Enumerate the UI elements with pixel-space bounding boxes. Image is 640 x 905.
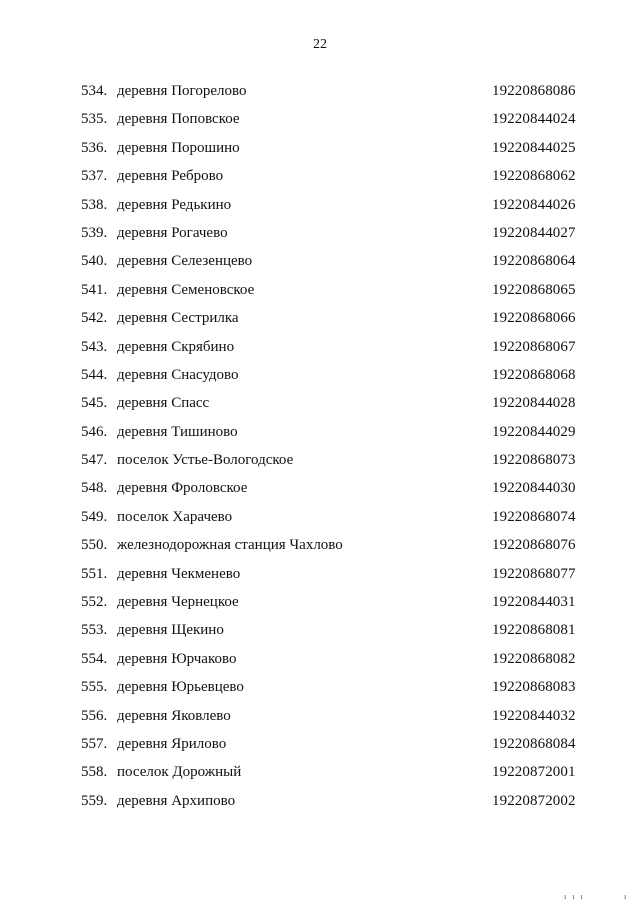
- item-number: 545.: [81, 395, 108, 412]
- settlement-name: деревня Спасс: [117, 395, 210, 412]
- scan-mark-right: ı: [624, 892, 627, 901]
- list-item: [0, 196, 640, 224]
- item-number: 549.: [81, 508, 108, 525]
- oktmo-code: 19220868066: [492, 310, 576, 327]
- settlement-name: поселок Дорожный: [117, 764, 242, 781]
- item-number: 559.: [81, 792, 108, 809]
- item-number: 538.: [81, 196, 108, 213]
- settlement-name: деревня Тишиново: [117, 423, 238, 440]
- oktmo-code: 19220844030: [492, 480, 576, 497]
- oktmo-code: 19220868084: [492, 735, 576, 752]
- item-number: 558.: [81, 764, 108, 781]
- settlement-name: деревня Порошино: [117, 139, 240, 156]
- item-number: 556.: [81, 707, 108, 724]
- list-item: [0, 394, 640, 422]
- list-item: [0, 650, 640, 678]
- settlement-name: деревня Погорелово: [117, 83, 247, 99]
- settlement-name: поселок Харачево: [117, 508, 233, 525]
- item-number: 534.: [81, 83, 108, 99]
- list-item: [0, 309, 640, 337]
- oktmo-code: 19220844027: [492, 224, 576, 241]
- oktmo-code: 19220868073: [492, 452, 576, 469]
- settlement-name: деревня Юрчаково: [117, 650, 237, 667]
- list-item: [0, 167, 640, 195]
- list-item: [0, 508, 640, 536]
- oktmo-code: 19220872002: [492, 792, 576, 809]
- oktmo-code: 19220868083: [492, 679, 576, 696]
- list-item: [0, 536, 640, 564]
- item-number: 554.: [81, 650, 108, 667]
- list-item: [0, 707, 640, 735]
- settlement-name: деревня Юрьевцево: [117, 679, 244, 696]
- list-item: [0, 621, 640, 649]
- oktmo-code: 19220872001: [492, 764, 576, 781]
- list-item: [0, 338, 640, 366]
- settlement-name: деревня Архипово: [117, 792, 236, 809]
- item-number: 557.: [81, 735, 108, 752]
- scan-marks: ı ı ı: [564, 892, 585, 901]
- oktmo-code: 19220844028: [492, 395, 576, 412]
- settlement-name: деревня Селезенцево: [117, 253, 253, 270]
- list-item: [0, 735, 640, 763]
- item-number: 555.: [81, 679, 108, 696]
- oktmo-code: 19220844032: [492, 707, 576, 724]
- list-item: [0, 110, 640, 138]
- settlement-name: деревня Фроловское: [117, 480, 248, 497]
- oktmo-code: 19220844029: [492, 423, 576, 440]
- oktmo-code: 19220868064: [492, 253, 576, 270]
- oktmo-code: 19220868068: [492, 366, 576, 383]
- settlement-name: деревня Скрябино: [117, 338, 235, 355]
- item-number: 551.: [81, 565, 108, 582]
- settlement-name: поселок Устье-Вологодское: [117, 452, 294, 469]
- settlement-list: [0, 82, 640, 820]
- oktmo-code: 19220868065: [492, 281, 576, 298]
- item-number: 539.: [81, 224, 108, 241]
- settlement-name: деревня Щекино: [117, 622, 224, 639]
- settlement-name: деревня Поповское: [117, 111, 240, 128]
- item-number: 537.: [81, 168, 108, 185]
- settlement-name: деревня Сестрилка: [117, 310, 239, 327]
- oktmo-code: 19220868067: [492, 338, 576, 355]
- item-number: 542.: [81, 310, 108, 327]
- item-number: 552.: [81, 594, 108, 611]
- item-number: 541.: [81, 281, 108, 298]
- item-number: 544.: [81, 366, 108, 383]
- settlement-name: железнодорожная станция Чахлово: [117, 537, 343, 554]
- list-item: [0, 792, 640, 820]
- item-number: 553.: [81, 622, 108, 639]
- item-number: 547.: [81, 452, 108, 469]
- list-item: [0, 423, 640, 451]
- item-number: 536.: [81, 139, 108, 156]
- page-number: 22: [313, 37, 327, 52]
- item-number: 546.: [81, 423, 108, 440]
- oktmo-code: 19220868082: [492, 650, 576, 667]
- oktmo-code: 19220844024: [492, 111, 576, 128]
- oktmo-code: 19220868077: [492, 565, 576, 582]
- list-item: [0, 678, 640, 706]
- list-item: [0, 281, 640, 309]
- list-item: [0, 252, 640, 280]
- oktmo-code: 19220844025: [492, 139, 576, 156]
- oktmo-code: 19220868086: [492, 83, 576, 99]
- item-number: 543.: [81, 338, 108, 355]
- item-number: 540.: [81, 253, 108, 270]
- list-item: [0, 366, 640, 394]
- list-item: [0, 479, 640, 507]
- list-item: [0, 593, 640, 621]
- list-item: [0, 139, 640, 167]
- settlement-name: деревня Яковлево: [117, 707, 231, 724]
- settlement-name: деревня Реброво: [117, 168, 224, 185]
- list-item: [0, 763, 640, 791]
- settlement-name: деревня Рогачево: [117, 224, 228, 241]
- settlement-name: деревня Редькино: [117, 196, 232, 213]
- oktmo-code: 19220868062: [492, 168, 576, 185]
- oktmo-code: 19220868076: [492, 537, 576, 554]
- oktmo-code: 19220844031: [492, 594, 576, 611]
- list-item: [0, 82, 640, 110]
- item-number: 535.: [81, 111, 108, 128]
- list-item: [0, 451, 640, 479]
- item-number: 548.: [81, 480, 108, 497]
- list-item: [0, 565, 640, 593]
- settlement-name: деревня Чекменево: [117, 565, 241, 582]
- list-item: [0, 224, 640, 252]
- settlement-name: деревня Снасудово: [117, 366, 239, 383]
- settlement-name: деревня Ярилово: [117, 735, 227, 752]
- item-number: 550.: [81, 537, 108, 554]
- oktmo-code: 19220868081: [492, 622, 576, 639]
- oktmo-code: 19220844026: [492, 196, 576, 213]
- settlement-name: деревня Семеновское: [117, 281, 255, 298]
- oktmo-code: 19220868074: [492, 508, 576, 525]
- settlement-name: деревня Чернецкое: [117, 594, 239, 611]
